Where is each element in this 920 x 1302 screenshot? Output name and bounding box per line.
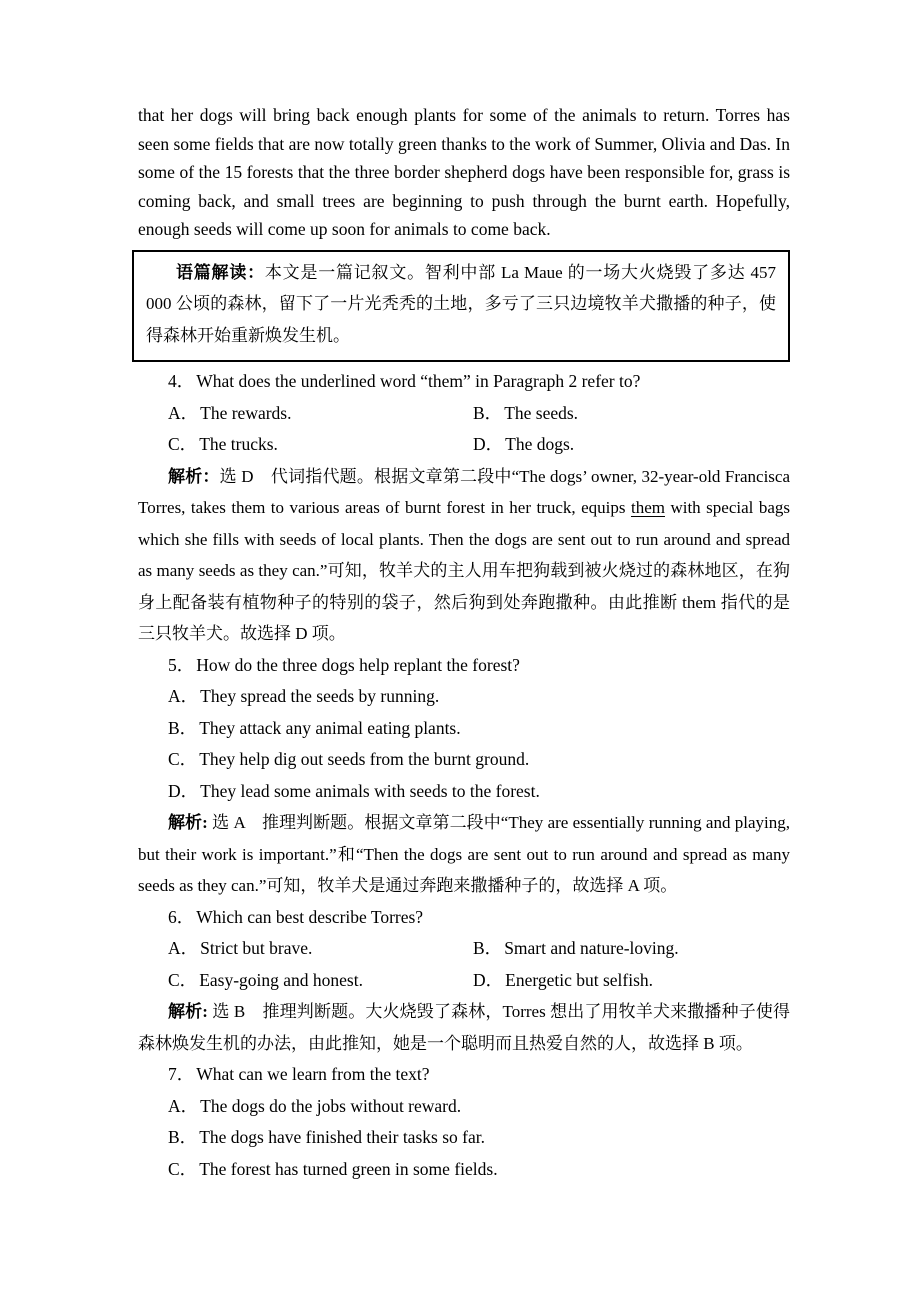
- option-4-D: [443, 429, 790, 461]
- analysis-question-6: [138, 996, 790, 1059]
- option-text: They help dig out seeds from the burnt ground.: [199, 749, 530, 769]
- analysis-label: 解析:: [168, 813, 208, 832]
- option-text: Strict but brave.: [200, 938, 313, 958]
- option-label: D．: [168, 780, 199, 801]
- option-text: They attack any animal eating plants.: [199, 717, 461, 738]
- option-label: D．: [473, 969, 504, 990]
- analysis-question-5: [138, 807, 790, 902]
- option-7-B: [138, 1122, 790, 1154]
- analysis-label: 解析：: [168, 466, 220, 486]
- question-5-number: 5．: [168, 654, 195, 675]
- question-6-text: Which can best describe Torres?: [196, 906, 424, 927]
- option-text: The trucks.: [199, 434, 278, 454]
- question-5-text: How do the three dogs help replant the forest?: [196, 654, 520, 675]
- question-7-options: [138, 1091, 790, 1186]
- option-6-C: [138, 965, 443, 997]
- option-text: They spread the seeds by running.: [200, 686, 440, 706]
- analysis-label: 解析:: [168, 1002, 208, 1021]
- question-7-text: What can we learn from the text?: [196, 1064, 430, 1084]
- analysis-text: 选 A 推理判断题。根据文章第二段中“They are essentially running and playing, but their work is important.”和“Then the dogs are sent out to run around and spread as many seeds as they can.”可知，牧羊犬是通过奔跑来撒播种子的，故选择 A 项。: [138, 813, 791, 895]
- analysis-text-post: with special bags which she fills with seeds of local plants. Then the dogs are sent out to run around and spread as many seeds as they can.”可知，牧羊犬的主人用车把狗载到被火烧过的森林地区，在狗身上配备装有植物种子的特别的袋子，然后狗到处奔跑撒种。由此推断 them 指代的是三只牧羊犬。故选择 D 项。: [138, 498, 790, 643]
- question-7-stem: [138, 1059, 790, 1091]
- analysis-text: 选 B 推理判断题。大火烧毁了森林，Torres 想出了用牧羊犬来撒播种子使得森林焕发生机的办法，由此推知，她是一个聪明而且热爱自然的人，故选择 B 项。: [138, 1002, 790, 1053]
- question-4-text: What does the underlined word “them” in Paragraph 2 refer to?: [196, 371, 641, 391]
- option-label: A．: [168, 1095, 199, 1116]
- option-text: The rewards.: [200, 402, 292, 423]
- option-label: C．: [168, 749, 198, 769]
- option-label: B．: [168, 717, 198, 738]
- passage-paragraph: that her dogs will bring back enough plants for some of the animals to return. Torres has seen some fields that are now totally green thanks to the work of Summer, Olivia and Das. In some of the 15 forests that the three border shepherd dogs have been responsible for, grass is coming back, and small trees are beginning to push through the burnt earth. Hopefully, enough seeds will come up soon for animals to come back.: [138, 105, 790, 239]
- question-4-options: [138, 398, 790, 461]
- option-text: The dogs have finished their tasks so far.: [199, 1127, 485, 1147]
- option-label: D．: [473, 434, 504, 454]
- option-5-C: [138, 744, 790, 776]
- option-label: A．: [168, 402, 199, 423]
- question-6-options: [138, 933, 790, 996]
- option-6-A: [138, 933, 443, 965]
- option-label: C．: [168, 434, 198, 454]
- underlined-word: them: [630, 498, 665, 517]
- option-7-C: [138, 1154, 790, 1186]
- option-4-C: [138, 429, 443, 461]
- option-text: The forest has turned green in some fields.: [199, 1158, 498, 1179]
- summary-label: 语篇解读：: [176, 262, 265, 282]
- question-5-options: [138, 681, 790, 807]
- analysis-text-pre: 选 D 代词指代题。根据文章第二段中“The dogs’ owner, 32-year-old Francisca Torres, takes them to various areas of burnt forest in her truck, equips: [138, 466, 791, 517]
- option-label: C．: [168, 969, 198, 990]
- option-text: Easy-going and honest.: [199, 969, 363, 990]
- option-label: C．: [168, 1158, 198, 1179]
- option-5-A: [138, 681, 790, 713]
- passage-summary-text: [146, 257, 776, 352]
- option-text: The dogs.: [505, 434, 575, 454]
- option-4-B: [443, 398, 790, 430]
- question-6-stem: [138, 902, 790, 934]
- option-text: They lead some animals with seeds to the forest.: [200, 780, 540, 801]
- option-label: B．: [473, 402, 503, 423]
- passage-summary-box: [132, 250, 790, 363]
- option-6-D: [443, 965, 790, 997]
- option-6-B: [443, 933, 790, 965]
- option-5-B: [138, 713, 790, 745]
- option-label: A．: [168, 938, 199, 958]
- option-4-A: [138, 398, 443, 430]
- question-7-number: 7．: [168, 1064, 195, 1084]
- option-5-D: [138, 776, 790, 808]
- question-5-stem: [138, 650, 790, 682]
- option-label: B．: [473, 938, 503, 958]
- option-label: B．: [168, 1127, 198, 1147]
- question-4-number: 4．: [168, 371, 195, 391]
- analysis-question-4: [138, 461, 790, 650]
- question-4-stem: [138, 366, 790, 398]
- summary-body: 本文是一篇记叙文。智利中部 La Maue 的一场大火烧毁了多达 457 000 公顷的森林，留下了一片光秃秃的土地，多亏了三只边境牧羊犬撒播的种子，使得森林开始重新焕发生机。: [146, 262, 777, 345]
- option-text: The dogs do the jobs without reward.: [200, 1095, 462, 1116]
- option-text: Smart and nature-loving.: [504, 938, 679, 958]
- option-7-A: [138, 1091, 790, 1123]
- option-text: The seeds.: [504, 402, 579, 423]
- option-label: A．: [168, 686, 199, 706]
- question-6-number: 6．: [168, 906, 195, 927]
- option-text: Energetic but selfish.: [505, 969, 654, 990]
